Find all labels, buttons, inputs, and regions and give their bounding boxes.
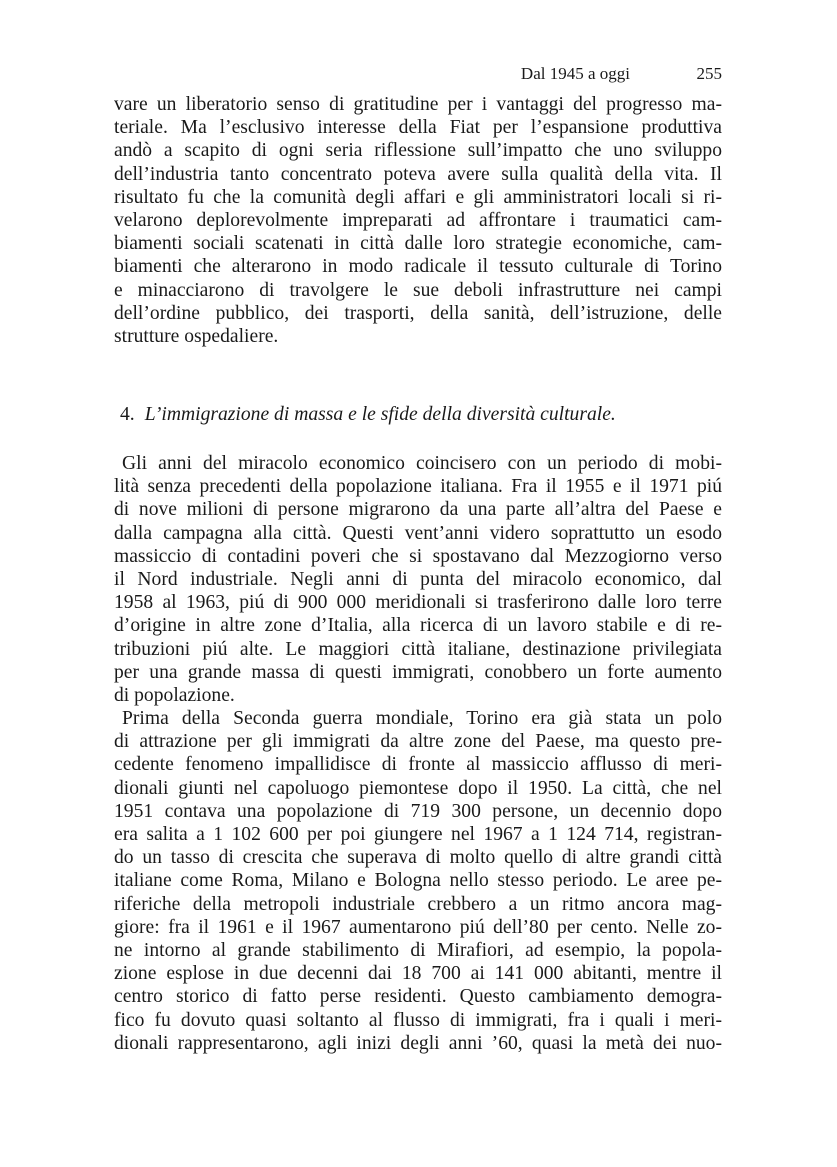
text-line: 1958 al 1963, piú di 900 000 meridionali si trasferirono dalle loro terre: [114, 592, 722, 614]
text-line: ne intorno al grande stabilimento di Mirafiori, ad esempio, la popola-: [114, 939, 722, 961]
text-line: il Nord industriale. Negli anni di punta del miracolo economico, dal: [114, 568, 722, 590]
text-line: dalla campagna alla città. Questi vent’anni videro soprattutto un esodo: [114, 522, 722, 544]
paragraph-1: [114, 93, 722, 348]
text-line: dell’industria tanto concentrato poteva avere sulla qualità della vita. Il: [114, 163, 722, 185]
paragraph-3: [114, 707, 722, 1055]
text-line: per una grande massa di questi immigrati, conobbero un forte aumento: [114, 661, 722, 683]
text-line: Gli anni del miracolo economico coincisero con un periodo di mobi-: [122, 453, 722, 474]
text-line: centro storico di fatto perse residenti. Questo cambiamento demogra-: [114, 986, 722, 1008]
text-line: era salita a 1 102 600 per poi giungere nel 1967 a 1 124 714, registran-: [114, 824, 722, 845]
text-line: giore: fra il 1961 e il 1967 aumentarono piú dell’80 per cento. Nelle zo-: [114, 916, 722, 938]
text-line: cedente fenomeno impallidisce di fronte al massiccio afflusso di meri-: [114, 754, 722, 776]
text-line: fico fu dovuto quasi soltanto al flusso di immigrati, fra i quali i meri-: [114, 1009, 722, 1031]
text-line: risultato fu che la comunità degli affari e gli amministratori locali si ri-: [114, 186, 722, 208]
text-line: tribuzioni piú alte. Le maggiori città italiane, destinazione privilegiata: [114, 638, 722, 660]
text-line: d’origine in altre zone d’Italia, alla ricerca di un lavoro stabile e di re-: [114, 615, 722, 637]
text-line: 1951 contava una popolazione di 719 300 persone, un decennio dopo: [114, 800, 722, 822]
text-line: di attrazione per gli immigrati da altre zone del Paese, ma questo pre-: [114, 731, 722, 753]
text-line: e minacciarono di travolgere le sue deboli infrastrutture nei campi: [114, 279, 722, 301]
text-line: dell’ordine pubblico, dei trasporti, della sanità, dell’istruzione, delle: [114, 302, 722, 324]
text-line: massiccio di contadini poveri che si spostavano dal Mezzogiorno verso: [114, 545, 722, 567]
text-line: strutture ospedaliere.: [114, 325, 279, 347]
text-line: biamenti sociali scatenati in città dalle loro strategie economiche, cam-: [114, 233, 722, 255]
text-line: riferiche della metropoli industriale crebbero a un ritmo ancora mag-: [114, 893, 722, 915]
text-line: biamenti che alterarono in modo radicale il tessuto culturale di Torino: [114, 256, 722, 278]
section-title: L’immigrazione di massa e le sfide della diversità culturale.: [144, 404, 616, 425]
running-title: Dal 1945 a oggi: [520, 64, 630, 83]
text-line: velarono deplorevolmente impreparati ad affrontare i traumatici cam-: [114, 209, 722, 231]
text-line: vare un liberatorio senso di gratitudine per i vantaggi del progresso ma-: [114, 94, 722, 115]
text-line: di popolazione.: [114, 684, 235, 706]
text-line: di nove milioni di persone migrarono da una parte all’altra del Paese e: [114, 499, 722, 521]
paragraph-2: [114, 452, 722, 707]
text-line: andò a scapito di ogni seria riflessione sull’impatto che uno sviluppo: [114, 140, 722, 162]
running-head: [114, 64, 722, 88]
text-line: dionali giunti nel capoluogo piemontese dopo il 1950. La città, che nel: [114, 777, 722, 799]
text-line: lità senza precedenti della popolazione italiana. Fra il 1955 e il 1971 piú: [114, 476, 722, 498]
text-line: zione esplose in due decenni dai 18 700 ai 141 000 abitanti, mentre il: [114, 963, 722, 985]
text-line: do un tasso di crescita che superava di molto quello di altre grandi città: [114, 847, 722, 869]
section-body: [114, 452, 722, 1055]
text-line: teriale. Ma l’esclusivo interesse della Fiat per l’espansione produttiva: [114, 117, 722, 139]
section-heading: [114, 403, 728, 427]
section-number: 4.: [120, 404, 135, 425]
text-line: Prima della Seconda guerra mondiale, Torino era già stata un polo: [122, 708, 722, 730]
text-line: dionali rappresentarono, agli inizi degli anni ’60, quasi la metà dei nuo-: [114, 1032, 722, 1054]
text-line: italiane come Roma, Milano e Bologna nello stesso periodo. Le aree pe-: [114, 870, 722, 892]
page-number: 255: [696, 64, 722, 83]
